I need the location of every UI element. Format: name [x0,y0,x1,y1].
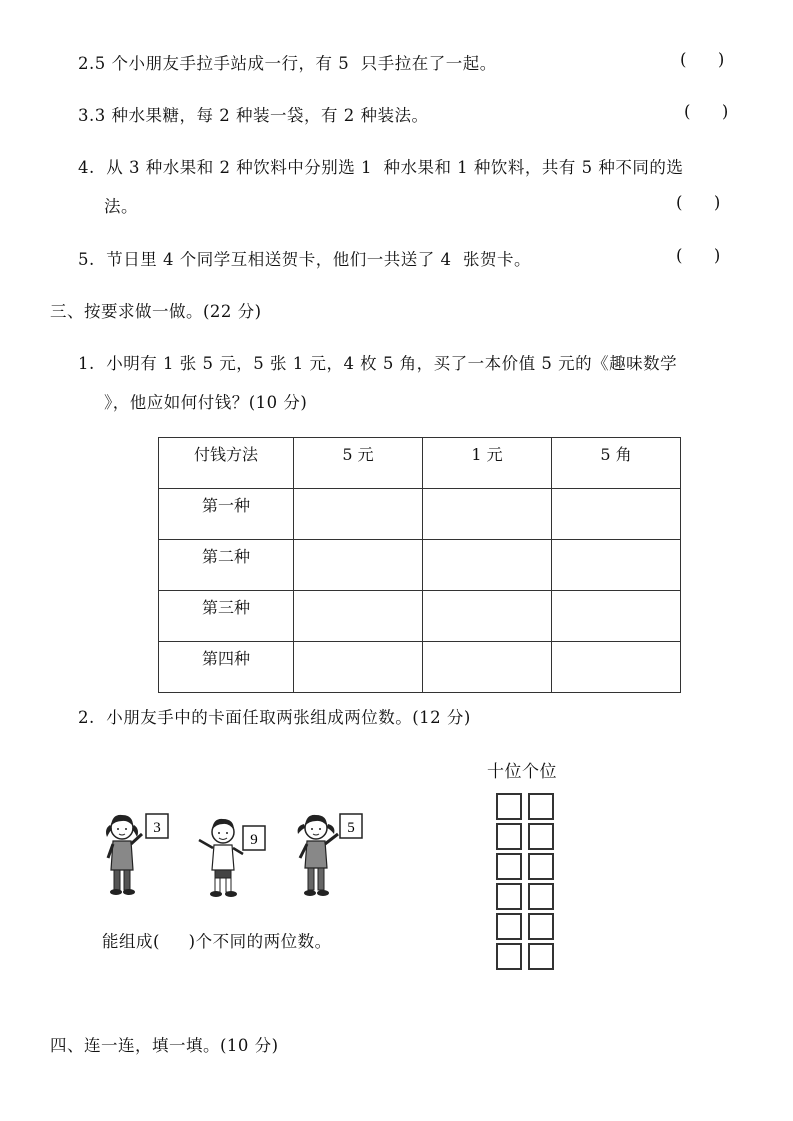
answer-paren-3[interactable]: ( ) [684,102,729,121]
judgment-item-4-line2: 法。 [104,197,138,216]
ones-box[interactable] [528,943,554,970]
payment-table [158,437,681,693]
answer-cell[interactable] [423,489,552,540]
answer-cell[interactable] [294,591,423,642]
answer-cell[interactable] [294,540,423,591]
answer-cell[interactable] [552,489,681,540]
number-card-9: 9 [250,832,258,848]
table-header-row [159,438,681,489]
answer-cell[interactable] [294,642,423,693]
row-label: 第二种 [159,540,294,591]
ones-box[interactable] [528,913,554,940]
combination-count-prompt: 能组成( )个不同的两位数。 [102,932,332,951]
answer-paren-4[interactable]: ( ) [676,193,721,212]
answer-paren-2[interactable]: ( ) [680,50,725,69]
number-card-3: 3 [153,820,161,836]
child-with-card-9-illustration [193,812,273,898]
table-header-cell: 付钱方法 [159,438,294,489]
ones-box[interactable] [528,823,554,850]
answer-paren-5[interactable]: ( ) [676,246,721,265]
number-card-5: 5 [347,820,355,836]
problem-1-line2: 》，他应如何付钱？(10 分) [104,393,308,412]
row-label: 第四种 [159,642,294,693]
tens-box[interactable] [496,823,522,850]
section-4-heading: 四、连一连，填一填。(10 分) [50,1036,279,1055]
ones-box[interactable] [528,853,554,880]
tens-box[interactable] [496,943,522,970]
answer-cell[interactable] [552,642,681,693]
ones-box[interactable] [528,793,554,820]
table-header-cell: 5 元 [294,438,423,489]
answer-cell[interactable] [423,642,552,693]
judgment-item-3: 3.3 种水果糖，每 2 种装一袋，有 2 种装法。 [78,106,429,125]
answer-cell[interactable] [552,591,681,642]
answer-box-grid [496,793,554,973]
table-header-cell: 1 元 [423,438,552,489]
child-with-card-5-illustration [292,808,368,898]
tens-box[interactable] [496,793,522,820]
answer-cell[interactable] [552,540,681,591]
child-with-card-3-illustration [100,808,172,896]
problem-2-text: 2. 小朋友手中的卡面任取两张组成两位数。(12 分) [78,708,471,727]
row-label: 第一种 [159,489,294,540]
judgment-item-2: 2.5 个小朋友手拉手站成一行，有 5 只手拉在了一起。 [78,54,497,73]
place-value-label: 十位个位 [487,762,557,782]
row-label: 第三种 [159,591,294,642]
table-row [159,489,681,540]
problem-1-line1: 1. 小明有 1 张 5 元，5 张 1 元，4 枚 5 角，买了一本价值 5 元的《趣味数学 [78,354,678,373]
tens-box[interactable] [496,913,522,940]
section-3-heading: 三、按要求做一做。(22 分) [50,302,262,321]
answer-cell[interactable] [423,540,552,591]
table-header-cell: 5 角 [552,438,681,489]
tens-box[interactable] [496,883,522,910]
answer-cell[interactable] [423,591,552,642]
tens-box[interactable] [496,853,522,880]
judgment-item-4-line1: 4. 从 3 种水果和 2 种饮料中分别选 1 种水果和 1 种饮料，共有 5 种不同的选 [78,158,684,177]
ones-box[interactable] [528,883,554,910]
table-row [159,540,681,591]
table-row [159,591,681,642]
table-row [159,642,681,693]
answer-cell[interactable] [294,489,423,540]
judgment-item-5: 5. 节日里 4 个同学互相送贺卡，他们一共送了 4 张贺卡。 [78,250,531,269]
